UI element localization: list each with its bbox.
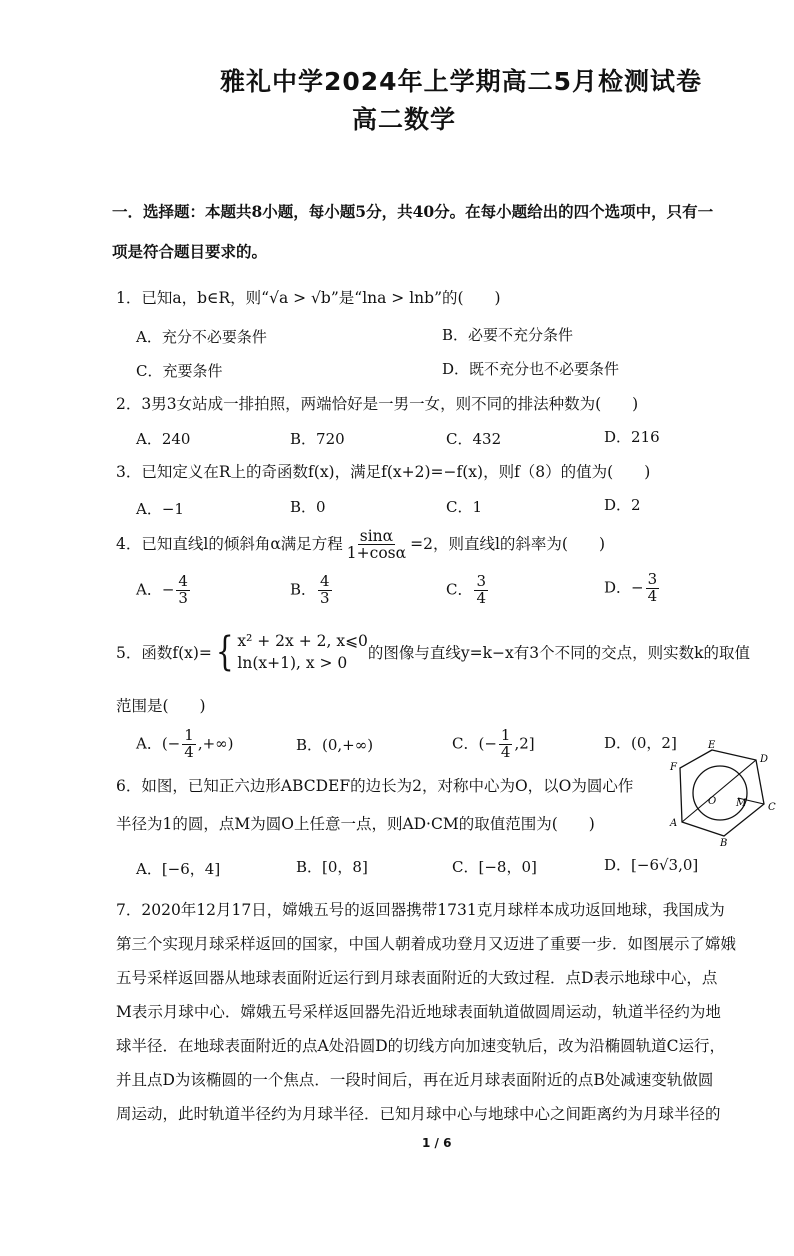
page-title: 雅礼中学2024年上学期高二5月检测试卷 (220, 67, 702, 96)
question-5-a-num: 1 (184, 726, 194, 744)
question-4-post: =2，则直线l的斜率为( ) (410, 534, 605, 553)
question-5-c-den: 4 (500, 742, 511, 761)
question-4-option-a (136, 574, 192, 607)
hexagon-figure (668, 740, 780, 848)
page-number: 1 / 6 (422, 1136, 452, 1150)
label-e: E (708, 740, 716, 751)
section-heading-line2: 项是符合题目要求的。 (112, 242, 268, 261)
question-4-c-num: 3 (476, 572, 487, 590)
question-7-line: 7．2020年12月17日，嫦娥五号的返回器携带1731克月球样本成功返回地球，我国成为 (116, 901, 725, 919)
question-1-option-d: D．既不充分也不必要条件 (442, 360, 620, 378)
question-5-option-b: B．(0,+∞) (296, 736, 374, 754)
label-f: F (670, 762, 677, 773)
question-5-option-a (136, 728, 234, 761)
question-4-option-a-label: A．− (136, 580, 175, 599)
question-7-line: 并且点D为该椭圆的一个焦点．一段时间后，再在近月球表面附近的点B处减速变轨做圆 (116, 1071, 714, 1089)
question-1-option-a: A．充分不必要条件 (136, 328, 267, 346)
question-2-option-c: C．432 (446, 430, 502, 448)
question-4-option-c (446, 574, 490, 607)
label-b: B (720, 838, 728, 848)
question-1-text: 1．已知a，b∈R，则“√a > √b”是“lna > lnb”的( ) (116, 289, 501, 307)
question-5-c-pre: C．(− (452, 734, 497, 753)
question-2-option-b: B．720 (290, 430, 345, 448)
question-3-option-d: D．2 (604, 496, 641, 514)
label-o: O (708, 796, 717, 807)
question-5-a-den: 4 (184, 742, 194, 761)
question-7-line: 五号采样返回器从地球表面附近运行到月球表面附近的大致过程．点D表示地球中心，点 (116, 969, 718, 987)
question-4-pre: 4．已知直线l的倾斜角α满足方程 (116, 534, 343, 553)
question-5-a-pre: A．(− (136, 734, 181, 753)
question-6-option-b: B．[0，8] (296, 858, 368, 876)
question-7-line: 球半径．在地球表面附近的点A处沿圆D的切线方向加速变轨后，改为沿椭圆轨道C运行， (116, 1037, 725, 1055)
question-6-option-a: A．[−6，4] (136, 860, 221, 878)
question-7-line: 第三个实现月球采样返回的国家，中国人朝着成功登月又迈进了重要一步．如图展示了嫦娥 (116, 935, 737, 953)
question-5-case2: ln(x+1), x > 0 (237, 654, 348, 672)
page-subtitle: 高二数学 (352, 105, 457, 134)
question-4-option-d (604, 572, 661, 605)
question-7-line: 周运动，此时轨道半径约为月球半径．已知月球中心与地球中心之间距离约为月球半径的 (116, 1105, 721, 1123)
question-2-option-d: D．216 (604, 428, 660, 446)
question-6-line2: 半径为1的圆，点M为圆O上任意一点，则AD·CM的取值范围为( ) (116, 815, 595, 833)
question-4-b-den: 3 (320, 588, 330, 607)
question-5-option-d: D．(0，2] (604, 734, 677, 752)
question-4-frac-den: 1+cosα (346, 544, 407, 563)
label-c: C (768, 802, 776, 813)
question-4-fraction (345, 528, 408, 562)
question-1-option-b: B．必要不充分条件 (442, 326, 574, 344)
piecewise-brace: { (215, 629, 234, 675)
question-5-c-num: 1 (500, 726, 511, 744)
question-4-d-num: 3 (647, 570, 658, 588)
question-4-a-den: 3 (178, 588, 188, 607)
question-3-text: 3．已知定义在R上的奇函数f(x)，满足f(x+2)=−f(x)，则f（8）的值为( ) (116, 463, 651, 481)
section-heading-line1: 一．选择题：本题共8小题，每小题5分，共40分。在每小题给出的四个选项中，只有一 (112, 202, 714, 221)
question-5-pre: 5．函数f(x)= (116, 644, 212, 662)
question-4-text (116, 528, 605, 562)
question-3-option-b: B．0 (290, 498, 326, 516)
question-1-option-c: C．充要条件 (136, 362, 223, 380)
label-d: D (760, 754, 769, 765)
question-6-line1: 6．如图，已知正六边形ABCDEF的边长为2，对称中心为O，以O为圆心作 (116, 777, 634, 795)
question-4-frac-num: sinα (359, 527, 394, 545)
question-4-d-den: 4 (647, 586, 658, 605)
question-4-option-b-label: B． (290, 580, 317, 599)
question-4-option-b (290, 574, 334, 607)
label-m: M (736, 798, 747, 809)
question-2-option-a: A．240 (136, 430, 191, 448)
question-4-option-d-label: D．− (604, 578, 644, 597)
question-4-option-c-label: C． (446, 580, 473, 599)
question-5-a-post: ,+∞) (197, 734, 234, 753)
question-5-text (116, 630, 750, 674)
question-4-c-den: 4 (476, 588, 487, 607)
label-a: A (670, 818, 678, 829)
question-4-b-num: 4 (320, 572, 330, 590)
question-5-option-c (452, 728, 535, 761)
question-3-option-c: C．1 (446, 498, 483, 516)
question-7-line: M表示月球中心．嫦娥五号采样返回器先沿近地球表面轨道做圆周运动，轨道半径约为地 (116, 1003, 721, 1021)
question-5-piecewise (212, 630, 368, 674)
question-6-option-c: C．[−8，0] (452, 858, 537, 876)
question-3-option-a: A．−1 (136, 500, 184, 518)
question-5-line2: 范围是( ) (116, 697, 206, 715)
question-5-c-post: ,2] (514, 734, 535, 753)
question-5-post: 的图像与直线y=k−x有3个不同的交点，则实数k的取值 (367, 644, 751, 662)
question-5-case1: x² + 2x + 2, x⩽0 (237, 632, 368, 650)
question-6-option-d: D．[−6√3,0] (604, 856, 699, 874)
question-2-text: 2．3男3女站成一排拍照，两端恰好是一男一女，则不同的排法种数为( ) (116, 395, 639, 413)
question-4-a-num: 4 (178, 572, 188, 590)
